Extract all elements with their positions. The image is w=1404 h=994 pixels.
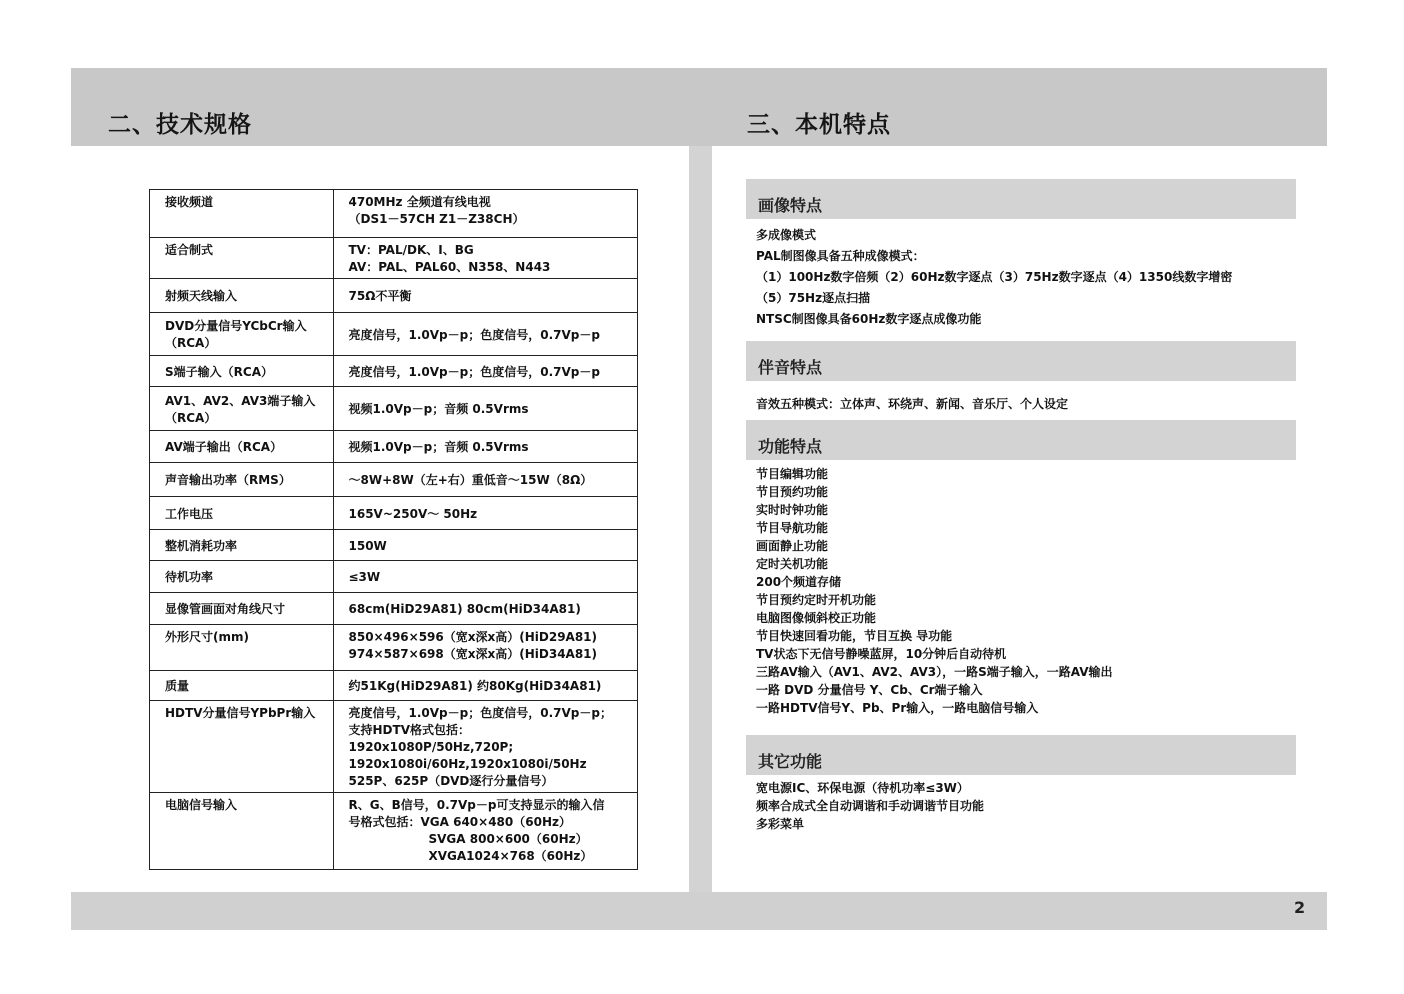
table-row (150, 701, 638, 793)
spec-label: 外形尺寸(mm) (150, 625, 334, 671)
table-row (150, 431, 638, 463)
list-item: 频率合成式全自动调谐和手动调谐节目功能 (756, 799, 985, 813)
spec-label: HDTV分量信号YPbPr输入 (150, 701, 334, 793)
table-row (150, 313, 638, 356)
spec-label: 接收频道 (150, 190, 334, 238)
list-item: 画面静止功能 (756, 539, 829, 553)
spec-label: 电脑信号输入 (150, 793, 334, 870)
table-row (150, 238, 638, 279)
list-item: 节目快速回看功能，节目互换 导功能 (756, 629, 953, 643)
other-feature-list (756, 779, 984, 833)
spec-label: 整机消耗功率 (150, 530, 334, 561)
spec-label: 工作电压 (150, 497, 334, 530)
table-row (150, 671, 638, 701)
list-item: （5）75Hz逐点扫描 (756, 291, 871, 305)
list-item: 一路 DVD 分量信号 Y、Cb、Cr端子输入 (756, 683, 983, 697)
spec-value: 150W (333, 530, 638, 561)
table-row (150, 793, 638, 870)
list-item: 一路HDTV信号Y、Pb、Pr输入，一路电脑信号输入 (756, 701, 1039, 715)
table-row (150, 463, 638, 497)
spec-value: 165V~250V～ 50Hz (333, 497, 638, 530)
list-item: PAL制图像具备五种成像模式： (756, 249, 925, 263)
section-heading: 功能特点 (758, 437, 823, 456)
spec-value: 68cm(HiD29A81) 80cm(HiD34A81) (333, 593, 638, 625)
spec-value: TV：PAL/DK、I、BG AV：PAL、PAL60、N358、N443 (333, 238, 638, 279)
table-row (150, 561, 638, 593)
header-band (71, 68, 1327, 146)
audio-feature-list (756, 395, 1068, 413)
spec-value: 亮度信号，1.0Vp－p；色度信号，0.7Vp－p (333, 313, 638, 356)
spec-label: AV端子输出（RCA） (150, 431, 334, 463)
list-item: 节目预约功能 (756, 485, 829, 499)
list-item: 电脑图像倾斜校正功能 (756, 611, 877, 625)
footer-band (71, 892, 1327, 930)
table-row (150, 190, 638, 238)
table-row (150, 387, 638, 431)
section-bar-audio (746, 341, 1296, 381)
table-row (150, 530, 638, 561)
list-item: 实时时钟功能 (756, 503, 829, 517)
spec-label: DVD分量信号YCbCr输入（RCA） (150, 313, 334, 356)
spec-label: 显像管画面对角线尺寸 (150, 593, 334, 625)
section-bar-other (746, 735, 1296, 775)
list-item: 音效五种模式：立体声、环绕声、新闻、音乐厅、个人设定 (756, 397, 1069, 411)
spec-label: 射频天线输入 (150, 279, 334, 313)
spec-label: 待机功率 (150, 561, 334, 593)
spec-value: R、G、B信号，0.7Vp－p可支持显示的输入信 号格式包括：VGA 640×480（60Hz） SVGA 800×600（60Hz） XVGA1024×768（60Hz） (333, 793, 638, 870)
list-item: NTSC制图像具备60Hz数字逐点成像功能 (756, 312, 982, 326)
image-feature-list (756, 226, 1232, 328)
list-item: TV状态下无信号静噪蓝屏，10分钟后自动待机 (756, 647, 1007, 661)
list-item: 多成像模式 (756, 228, 817, 242)
page-number: 2 (1294, 898, 1306, 917)
list-item: 定时关机功能 (756, 557, 829, 571)
spec-label: 声音输出功率（RMS） (150, 463, 334, 497)
spec-label: 质量 (150, 671, 334, 701)
list-item: 200个频道存储 (756, 575, 842, 589)
section-bar-image (746, 179, 1296, 219)
list-item: 三路AV输入（AV1、AV2、AV3），一路S端子输入，一路AV输出 (756, 665, 1113, 679)
section-heading: 伴音特点 (758, 358, 823, 377)
spec-value: ～8W+8W（左+右）重低音～15W（8Ω） (333, 463, 638, 497)
list-item: 节目编辑功能 (756, 467, 829, 481)
page-divider (689, 146, 712, 892)
spec-label: AV1、AV2、AV3端子输入（RCA） (150, 387, 334, 431)
features-title: 三、本机特点 (747, 112, 891, 138)
list-item: 多彩菜单 (756, 817, 805, 831)
tech-spec-title: 二、技术规格 (108, 112, 252, 138)
list-item: 节目预约定时开机功能 (756, 593, 877, 607)
table-row (150, 497, 638, 530)
spec-value: 470MHz 全频道有线电视 （DS1－57CH Z1－Z38CH） (333, 190, 638, 238)
spec-value: 约51Kg(HiD29A81) 约80Kg(HiD34A81) (333, 671, 638, 701)
spec-value: 视频1.0Vp－p；音频 0.5Vrms (333, 431, 638, 463)
spec-value: 亮度信号，1.0Vp－p；色度信号，0.7Vp－p (333, 356, 638, 387)
spec-table (149, 189, 638, 870)
spec-label: S端子输入（RCA） (150, 356, 334, 387)
list-item: （1）100Hz数字倍频（2）60Hz数字逐点（3）75Hz数字逐点（4）1350线数字增密 (756, 270, 1233, 284)
section-bar-function (746, 420, 1296, 460)
spec-value: 视频1.0Vp－p；音频 0.5Vrms (333, 387, 638, 431)
spec-value: 850×496×596（宽x深x高）(HiD29A81) 974×587×698（宽x深x高）(HiD34A81) (333, 625, 638, 671)
table-row (150, 279, 638, 313)
list-item: 宽电源IC、环保电源（待机功率≤3W） (756, 781, 969, 795)
spec-value: 亮度信号，1.0Vp－p；色度信号，0.7Vp－p； 支持HDTV格式包括： 1920x1080P/50Hz,720P; 1920x1080i/60Hz,1920x1080i/50Hz 525P、625P（DVD逐行分量信号） (333, 701, 638, 793)
spec-value: 75Ω不平衡 (333, 279, 638, 313)
list-item: 节目导航功能 (756, 521, 829, 535)
spec-label: 适合制式 (150, 238, 334, 279)
table-row (150, 625, 638, 671)
table-row (150, 593, 638, 625)
section-heading: 画像特点 (758, 196, 823, 215)
section-heading: 其它功能 (758, 752, 823, 771)
function-feature-list (756, 465, 1113, 717)
spec-value: ≤3W (333, 561, 638, 593)
table-row (150, 356, 638, 387)
